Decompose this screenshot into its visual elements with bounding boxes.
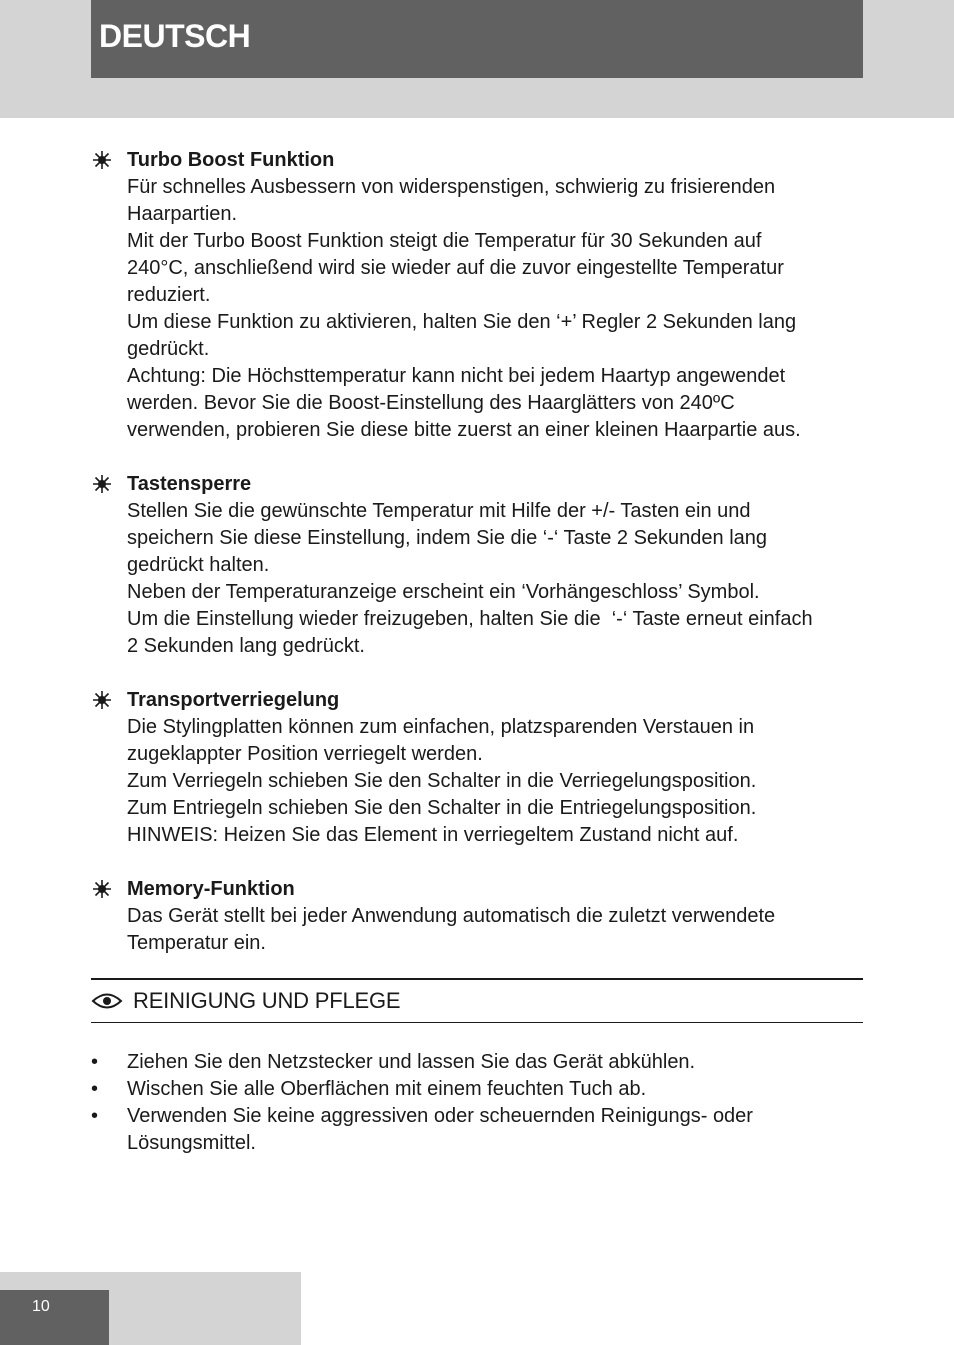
feature-memory	[91, 876, 863, 957]
list-item	[91, 1103, 863, 1157]
feature-line: Das Gerät stellt bei jeder Anwendung automatisch die zuletzt verwendete	[127, 905, 776, 927]
feature-line: Temperatur ein.	[127, 932, 266, 954]
feature-turbo-boost	[91, 147, 863, 444]
feature-transportverriegelung	[91, 687, 863, 849]
list-item	[91, 1076, 863, 1103]
section-title: REINIGUNG UND PFLEGE	[133, 988, 401, 1013]
feature-line: gedrückt halten.	[127, 554, 270, 576]
star-burst-icon	[91, 473, 113, 495]
care-bullet-list	[91, 1049, 863, 1157]
feature-title: Transportverriegelung	[127, 689, 340, 711]
star-burst-icon	[91, 689, 113, 711]
page-number: 10	[32, 1298, 50, 1315]
section-heading	[91, 978, 863, 1023]
feature-line: reduziert.	[127, 284, 211, 306]
star-burst-icon	[91, 149, 113, 171]
list-item-line: Verwenden Sie keine aggressiven oder scheuernden Reinigungs- oder	[127, 1105, 753, 1127]
eye-icon	[91, 991, 123, 1011]
feature-tastensperre	[91, 471, 863, 660]
bullet-marker: •	[91, 1051, 99, 1073]
feature-list	[91, 147, 863, 984]
feature-line: verwenden, probieren Sie diese bitte zuerst an einer kleinen Haarpartie aus.	[127, 419, 801, 441]
header-box	[91, 0, 863, 78]
feature-line: Haarpartien.	[127, 203, 238, 225]
list-item-line: Wischen Sie alle Oberflächen mit einem feuchten Tuch ab.	[127, 1078, 647, 1100]
bullet-marker: •	[91, 1078, 99, 1100]
bullet-marker: •	[91, 1105, 99, 1127]
list-item-line: Ziehen Sie den Netzstecker und lassen Sie das Gerät abkühlen.	[127, 1051, 696, 1073]
feature-line: HINWEIS: Heizen Sie das Element in verriegeltem Zustand nicht auf.	[127, 824, 739, 846]
star-burst-icon	[91, 878, 113, 900]
feature-line: Achtung: Die Höchsttemperatur kann nicht bei jedem Haartyp angewendet	[127, 365, 786, 387]
feature-line: Für schnelles Ausbessern von widerspenstigen, schwierig zu frisierenden	[127, 176, 776, 198]
feature-line: zugeklappter Position verriegelt werden.	[127, 743, 483, 765]
feature-line: 2 Sekunden lang gedrückt.	[127, 635, 365, 657]
feature-line: Mit der Turbo Boost Funktion steigt die Temperatur für 30 Sekunden auf	[127, 230, 762, 252]
feature-line: Um diese Funktion zu aktivieren, halten Sie den ‘+’ Regler 2 Sekunden lang	[127, 311, 797, 333]
feature-line: speichern Sie diese Einstellung, indem Sie die ‘-‘ Taste 2 Sekunden lang	[127, 527, 768, 549]
list-item	[91, 1049, 863, 1076]
list-item-line: Lösungsmittel.	[127, 1132, 256, 1154]
feature-title: Turbo Boost Funktion	[127, 149, 335, 171]
page-language-title: DEUTSCH	[99, 18, 251, 54]
feature-line: Neben der Temperaturanzeige erscheint ein ‘Vorhängeschloss’ Symbol.	[127, 581, 760, 603]
footer-box	[0, 1290, 109, 1345]
feature-line: gedrückt.	[127, 338, 210, 360]
feature-line: Um die Einstellung wieder freizugeben, halten Sie die ‘-‘ Taste erneut einfach	[127, 608, 813, 630]
feature-line: Zum Verriegeln schieben Sie den Schalter in die Verriegelungsposition.	[127, 770, 757, 792]
feature-title: Memory-Funktion	[127, 878, 295, 900]
feature-line: Stellen Sie die gewünschte Temperatur mit Hilfe der +/- Tasten ein und	[127, 500, 751, 522]
feature-line: 240°C, anschließend wird sie wieder auf die zuvor eingestellte Temperatur	[127, 257, 784, 279]
feature-title: Tastensperre	[127, 473, 252, 495]
feature-line: Die Stylingplatten können zum einfachen, platzsparenden Verstauen in	[127, 716, 755, 738]
feature-line: Zum Entriegeln schieben Sie den Schalter in die Entriegelungsposition.	[127, 797, 757, 819]
feature-line: werden. Bevor Sie die Boost-Einstellung des Haarglätters von 240ºC	[127, 392, 735, 414]
